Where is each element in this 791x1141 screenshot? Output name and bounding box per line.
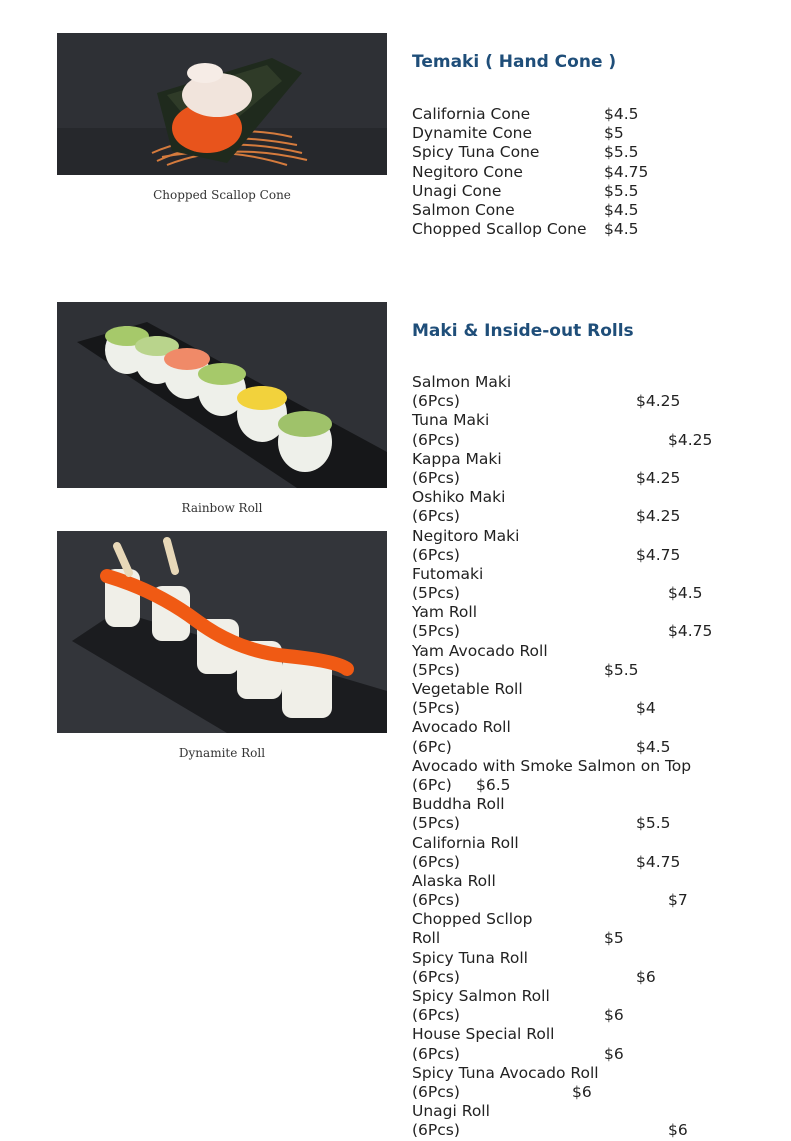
item-name: Tuna Maki bbox=[412, 411, 490, 430]
item-detail: (6Pc) $6.5 bbox=[412, 775, 511, 794]
item-name: Spicy Tuna Avocado Roll bbox=[412, 1063, 599, 1082]
photo-chopped-scallop-cone bbox=[57, 33, 387, 175]
item-name: Yam Avocado Roll bbox=[412, 641, 548, 660]
photo-dynamite-roll bbox=[57, 531, 387, 733]
item-name: Avocado with Smoke Salmon on Top bbox=[412, 756, 692, 775]
caption-dynamite-roll: Dynamite Roll bbox=[178, 746, 266, 760]
item-detail: (6Pcs) $4.75 bbox=[412, 545, 681, 564]
item-name: Futomaki bbox=[412, 564, 484, 583]
item-name: California Roll bbox=[412, 833, 519, 852]
item-detail: (6Pcs) $7 bbox=[412, 891, 688, 910]
photo-rainbow-roll bbox=[57, 302, 387, 488]
item-detail: (6Pcs) $4.75 bbox=[412, 852, 681, 871]
list-item: Dynamite Cone $5 bbox=[412, 124, 624, 143]
item-name: Kappa Maki bbox=[412, 449, 502, 468]
item-name: Alaska Roll bbox=[412, 871, 496, 890]
temaki-list bbox=[412, 105, 649, 239]
item-detail: (6Pcs) $6 bbox=[412, 1044, 624, 1063]
item-name: Chopped Scllop bbox=[412, 910, 533, 929]
item-detail: (6Pcs) $6 bbox=[412, 1006, 624, 1025]
item-name: Avocado Roll bbox=[412, 718, 511, 737]
item-detail: (5Pcs) $4.5 bbox=[412, 584, 703, 603]
item-detail: (6Pcs) $4.25 bbox=[412, 507, 681, 526]
item-detail: Roll $5 bbox=[412, 929, 624, 948]
item-name: Salmon Maki bbox=[412, 373, 512, 391]
item-detail: (6Pcs) $4.25 bbox=[412, 392, 681, 411]
maki-list bbox=[412, 373, 713, 1141]
item-detail: (6Pcs) $4.25 bbox=[412, 468, 681, 487]
item-detail: (6Pcs) $6 bbox=[412, 1082, 592, 1101]
item-detail: (5Pcs) $5.5 bbox=[412, 660, 639, 679]
list-item: Chopped Scallop Cone $4.5 bbox=[412, 220, 639, 239]
list-item: Spicy Tuna Cone $5.5 bbox=[412, 143, 639, 162]
section-title-temaki: Temaki ( Hand Cone ) bbox=[412, 52, 617, 72]
item-detail: (6Pcs) $4.25 bbox=[412, 430, 713, 449]
list-item: Salmon Cone $4.5 bbox=[412, 200, 639, 219]
item-detail: (6Pcs) $6 bbox=[412, 1121, 688, 1140]
list-item: Unagi Cone $5.5 bbox=[412, 181, 639, 200]
item-detail: (5Pcs) $4.75 bbox=[412, 622, 713, 641]
caption-rainbow-roll: Rainbow Roll bbox=[181, 501, 263, 515]
item-detail: (6Pc) $4.5 bbox=[412, 737, 671, 756]
item-name: Vegetable Roll bbox=[412, 680, 523, 698]
section-title-maki: Maki & Inside-out Rolls bbox=[412, 321, 634, 341]
item-name: Spicy Tuna Roll bbox=[412, 948, 528, 967]
item-name: Oshiko Maki bbox=[412, 488, 506, 507]
item-name: House Special Roll bbox=[412, 1025, 555, 1044]
list-item: Negitoro Cone $4.75 bbox=[412, 162, 649, 181]
item-name: Unagi Roll bbox=[412, 1102, 490, 1121]
item-name: Negitoro Maki bbox=[412, 526, 520, 545]
item-detail: (5Pcs) $5.5 bbox=[412, 814, 671, 833]
item-name: Yam Roll bbox=[412, 603, 478, 622]
item-detail: (6Pcs) $6 bbox=[412, 967, 656, 986]
item-name: Spicy Salmon Roll bbox=[412, 987, 550, 1005]
caption-chopped-scallop-cone: Chopped Scallop Cone bbox=[153, 188, 291, 202]
item-detail: (5Pcs) $4 bbox=[412, 699, 656, 718]
item-name: Buddha Roll bbox=[412, 795, 505, 814]
list-item: California Cone $4.5 bbox=[412, 105, 639, 123]
